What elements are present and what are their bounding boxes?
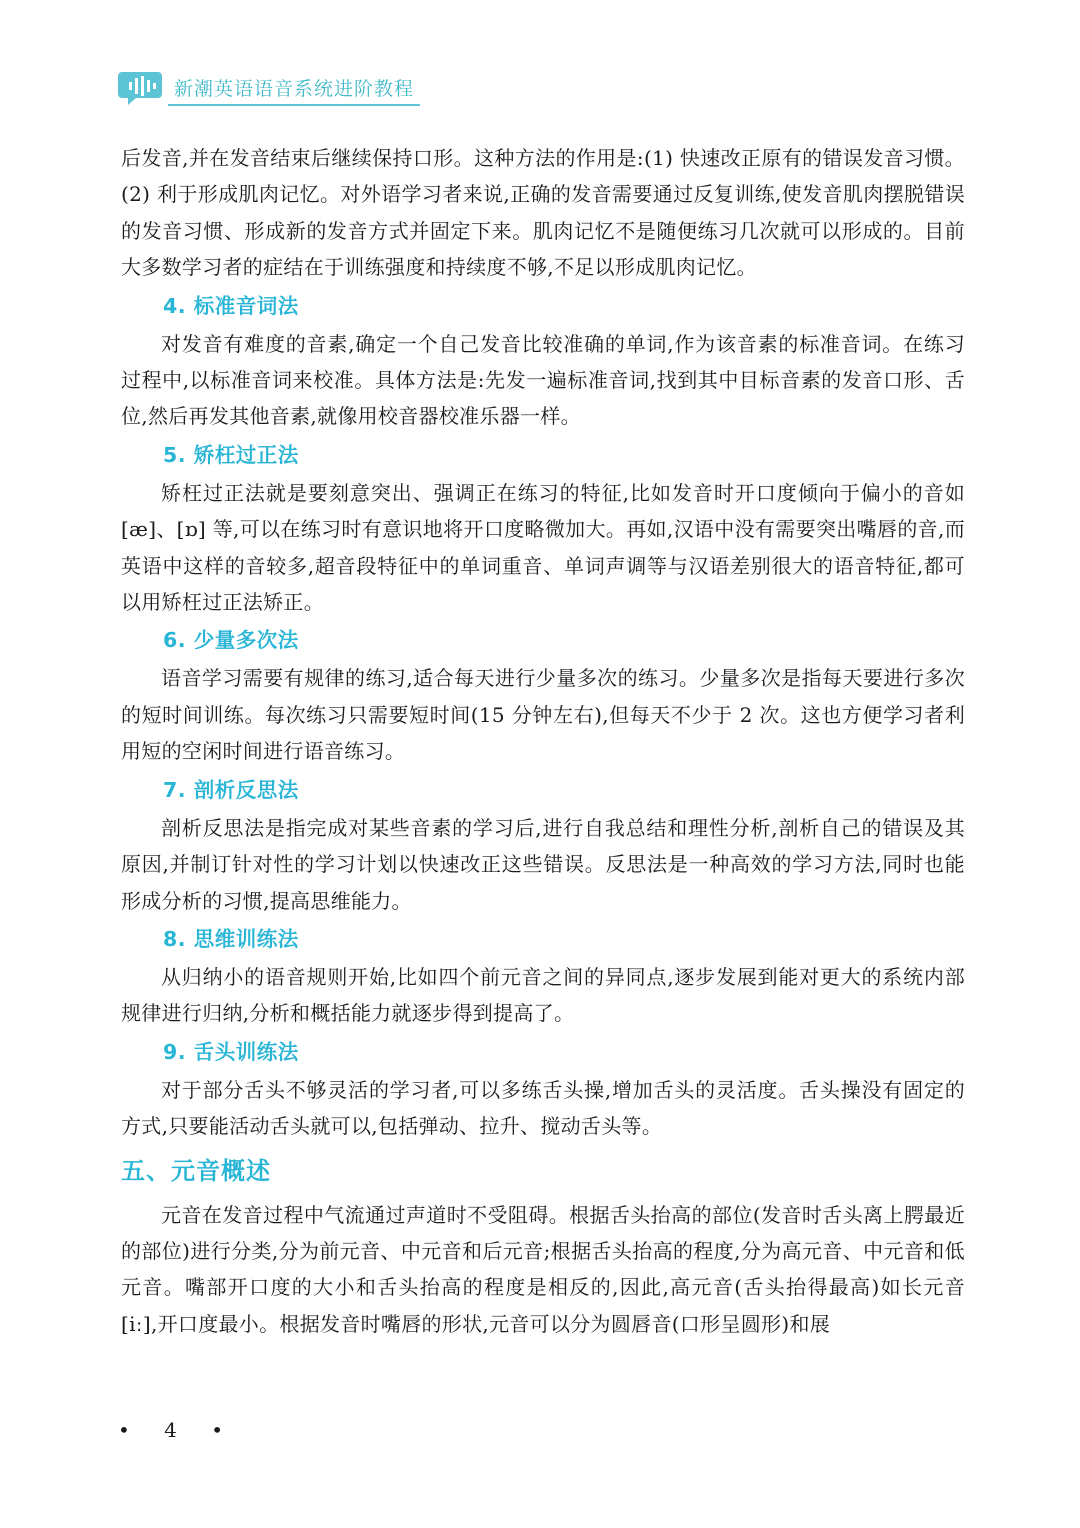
subheading-4: 4. 标准音词法	[163, 293, 299, 318]
paragraph-vowels: 元音在发音过程中气流通过声道时不受阻碍。根据舌头抬高的部位(发音时舌头离上腭最近的部位)进行分类,分为前元音、中元音和后元音;根据舌头抬高的程度,分为高元音、中元音和低元音。嘴部开口度的大小和舌头抬高的程度是相反的,因此,高元音(舌头抬得最高)如长元音 [iː],开口度最小。根据发音时嘴唇的形状,元音可以分为圆唇音(口形呈圆形)和展	[121, 1202, 965, 1336]
paragraph-6: 语音学习需要有规律的练习,适合每天进行少量多次的练习。少量多次是指每天要进行多次的短时间训练。每次练习只需要短时间(15 分钟左右),但每天不少于 2 次。这也方便学习者利用短的空闲时间进行语音练习。	[121, 666, 965, 764]
subheading-5: 5. 矫枉过正法	[163, 442, 299, 467]
subheading-7: 7. 剖析反思法	[163, 777, 299, 802]
paragraph-5: 矫枉过正法就是要刻意突出、强调正在练习的特征,比如发音时开口度倾向于偏小的音如 [æ]、[ɒ] 等,可以在练习时有意识地将开口度略微加大。再如,汉语中没有需要突出嘴唇的音,而英语中这样的音较多,超音段特征中的单词重音、单词声调等与汉语差别很大的语音特征,都可以用矫枉过正法矫正。	[121, 480, 965, 615]
header-rule	[168, 104, 420, 106]
paragraph-7: 剖析反思法是指完成对某些音素的学习后,进行自我总结和理性分析,剖析自己的错误及其原因,并制订针对性的学习计划以快速改正这些错误。反思法是一种高效的学习方法,同时也能形成分析的习惯,提高思维能力。	[121, 815, 965, 913]
paragraph-8: 从归纳小的语音规则开始,比如四个前元音之间的异同点,逐步发展到能对更大的系统内部规律进行归纳,分析和概括能力就逐步得到提高了。	[121, 964, 965, 1026]
subheading-8: 8. 思维训练法	[163, 926, 299, 951]
subheading-9: 9. 舌头训练法	[163, 1039, 299, 1064]
page-number: • 4 •	[118, 1418, 238, 1442]
speech-bubble-soundwave-icon	[118, 68, 166, 108]
section-heading-vowels: 五、元音概述	[121, 1156, 271, 1185]
paragraph-4: 对发音有难度的音素,确定一个自己发音比较准确的单词,作为该音素的标准音词。在练习过程中,以标准音词来校准。具体方法是:先发一遍标准音词,找到其中目标音素的发音口形、舌位,然后再发其他音素,就像用校音器校准乐器一样。	[121, 331, 965, 429]
paragraph-intro: 后发音,并在发音结束后继续保持口形。这种方法的作用是:(1) 快速改正原有的错误发音习惯。(2) 利于形成肌肉记忆。对外语学习者来说,正确的发音需要通过反复训练,使发音肌肉摆脱错误的发音习惯、形成新的发音方式并固定下来。肌肉记忆不是随便练习几次就可以形成的。目前大多数学习者的症结在于训练强度和持续度不够,不足以形成肌肉记忆。	[121, 146, 965, 280]
running-header	[118, 68, 420, 108]
paragraph-9: 对于部分舌头不够灵活的学习者,可以多练舌头操,增加舌头的灵活度。舌头操没有固定的方式,只要能活动舌头就可以,包括弹动、拉升、搅动舌头等。	[121, 1077, 965, 1139]
page-body	[121, 140, 965, 1342]
subheading-6: 6. 少量多次法	[163, 628, 299, 653]
book-title: 新潮英语语音系统进阶教程	[174, 78, 415, 100]
